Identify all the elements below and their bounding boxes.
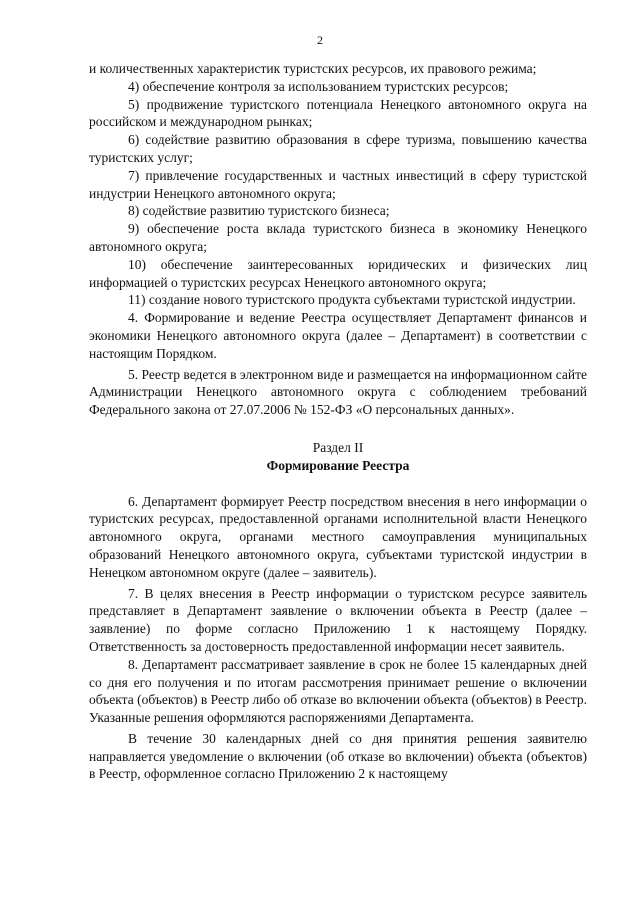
- clause-4: 4. Формирование и ведение Реестра осуществляет Департамент финансов и экономики Ненецкого автономного округа (далее – Департамент) в соответствии с настоящим Порядком.: [89, 310, 587, 361]
- section-label: Раздел II: [312, 439, 364, 455]
- list-item-7: 7) привлечение государственных и частных инвестиций в сферу туристской индустрии Ненецкого автономного округа;: [89, 167, 587, 201]
- clause-7: 7. В целях внесения в Реестр информации о туристском ресурсе заявитель представляет в Департамент заявление о включении объекта в Реестр (далее – заявление) по форме согласно Приложению 1 к настоящему Порядку. Ответственность за достоверность предоставленной информации несет заявитель.: [89, 585, 587, 654]
- clause-8: 8. Департамент рассматривает заявление в срок не более 15 календарных дней со дня его получения и по итогам рассмотрения принимает решение о включении объекта (объектов) в Реестр либо об отказе во включении объекта (объектов) в Реестр. Указанные решения оформляются распоряжениями Департамента.: [89, 656, 587, 726]
- clause-5: 5. Реестр ведется в электронном виде и размещается на информационном сайте Администрации Ненецкого автономного округа с соблюдением требований Федерального закона от 27.07.2006 № 152-ФЗ «О персональных данных».: [89, 366, 587, 418]
- page-number: 2: [317, 33, 323, 47]
- document-body: [89, 60, 587, 783]
- paragraph-continuation: и количественных характеристик туристских ресурсов, их правового режима;: [89, 61, 537, 76]
- list-item-10: 10) обеспечение заинтересованных юридических и физических лиц информацией о туристских ресурсах Ненецкого автономного округа;: [89, 256, 587, 290]
- clause-8-continuation: В течение 30 календарных дней со дня принятия решения заявителю направляется уведомление о включении (об отказе во включении) объекта (объектов) в Реестр, оформленное согласно Приложению 2 к настоящему: [89, 730, 587, 782]
- list-item-6: 6) содействие развитию образования в сфере туризма, повышению качества туристских услуг;: [89, 132, 587, 165]
- list-item-9: 9) обеспечение роста вклада туристского бизнеса в экономику Ненецкого автономного округа;: [89, 221, 587, 254]
- list-item-8: 8) содействие развитию туристского бизнеса;: [128, 203, 390, 219]
- list-item-4: 4) обеспечение контроля за использованием туристских ресурсов;: [128, 78, 509, 94]
- list-item-5: 5) продвижение туристского потенциала Ненецкого автономного округа на российском и международном рынках;: [89, 96, 587, 130]
- section-title: Формирование Реестра: [266, 457, 410, 473]
- clause-6: 6. Департамент формирует Реестр посредством внесения в него информации о туристских ресурсах, предоставленной органами исполнительной власти Ненецкого автономного округа, органами местного самоуправления муниципальных образований Ненецкого автономного округа, субъектами туристской индустрии в Ненецком автономном округе (далее – заявитель).: [89, 493, 587, 580]
- list-item-11: 11) создание нового туристского продукта субъектами туристской индустрии.: [128, 292, 576, 308]
